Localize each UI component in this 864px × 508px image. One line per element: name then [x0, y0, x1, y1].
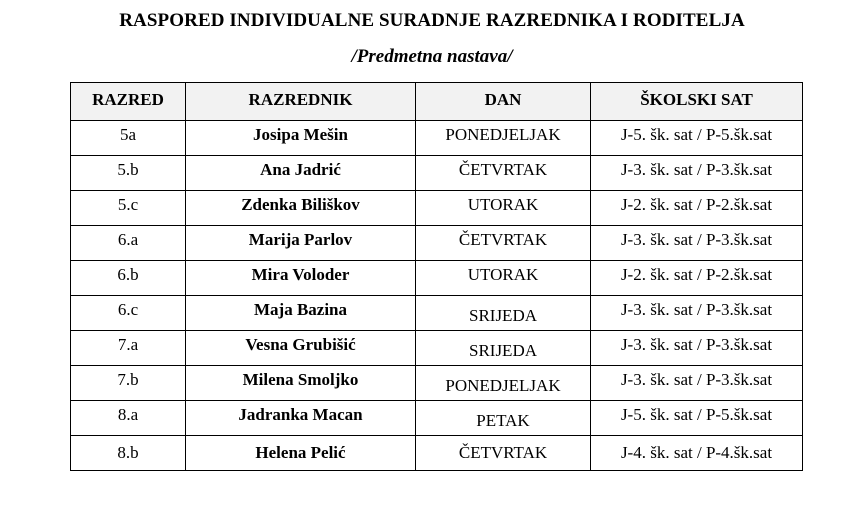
teacher-cell [186, 191, 416, 226]
teacher-text: Ana Jadrić [260, 160, 341, 179]
hour-text: J-3. šk. sat / P-3.šk.sat [620, 300, 773, 319]
teacher-text: Jadranka Macan [238, 405, 363, 424]
teacher-cell [186, 156, 416, 191]
table-row [71, 366, 803, 401]
teacher-text: Mira Voloder [251, 265, 350, 284]
class-text: 5.b [117, 160, 139, 179]
class-text: 6.b [117, 265, 139, 284]
hour-text: J-3. šk. sat / P-3.šk.sat [620, 335, 773, 354]
teacher-cell [186, 401, 416, 436]
class-cell [71, 436, 186, 471]
teacher-text: Marija Parlov [248, 230, 353, 249]
class-cell [71, 121, 186, 156]
day-cell [416, 366, 591, 401]
day-cell [416, 401, 591, 436]
class-text: 7.a [117, 335, 139, 354]
class-text: 8.b [117, 443, 139, 462]
teacher-cell [186, 121, 416, 156]
class-cell [71, 366, 186, 401]
hour-cell [591, 261, 803, 296]
teacher-text: Vesna Grubišić [245, 335, 356, 354]
document-title: RASPORED INDIVIDUALNE SURADNJE RAZREDNIKA I RODITELJA [119, 10, 745, 31]
class-cell [71, 296, 186, 331]
table-body [71, 121, 803, 471]
day-text: PONEDJELJAK [445, 125, 561, 144]
day-cell [416, 331, 591, 366]
table-row [71, 296, 803, 331]
hour-cell [591, 436, 803, 471]
day-text: ČETVRTAK [458, 230, 548, 249]
hour-text: J-2. šk. sat / P-2.šk.sat [620, 195, 773, 214]
class-cell [71, 156, 186, 191]
document-subtitle: /Predmetna nastava/ [351, 46, 513, 67]
day-cell [416, 191, 591, 226]
class-cell [71, 261, 186, 296]
header-cell-class: RAZRED [71, 83, 186, 121]
class-text: 7.b [117, 370, 139, 389]
table-row [71, 331, 803, 366]
header-cell-hour: ŠKOLSKI SAT [591, 83, 803, 121]
day-text: PETAK [476, 411, 530, 430]
hour-cell [591, 401, 803, 436]
teacher-text: Milena Smoljko [242, 370, 359, 389]
teacher-text: Helena Pelić [255, 443, 346, 462]
day-text: ČETVRTAK [458, 160, 548, 179]
hour-cell [591, 366, 803, 401]
hour-text: J-3. šk. sat / P-3.šk.sat [620, 160, 773, 179]
table-row [71, 191, 803, 226]
table-row [71, 226, 803, 261]
hour-text: J-4. šk. sat / P-4.šk.sat [620, 443, 773, 462]
teacher-text: Zdenka Biliškov [241, 195, 360, 214]
day-text: UTORAK [467, 265, 539, 284]
day-cell [416, 296, 591, 331]
table-row [71, 261, 803, 296]
table-row [71, 156, 803, 191]
day-cell [416, 436, 591, 471]
day-text: ČETVRTAK [458, 443, 548, 462]
class-cell [71, 226, 186, 261]
teacher-cell [186, 436, 416, 471]
day-text: UTORAK [467, 195, 539, 214]
header-cell-teacher: RAZREDNIK [186, 83, 416, 121]
teacher-cell [186, 261, 416, 296]
hour-text: J-3. šk. sat / P-3.šk.sat [620, 230, 773, 249]
teacher-cell [186, 366, 416, 401]
class-text: 6.a [117, 230, 139, 249]
class-text: 6.c [117, 300, 139, 319]
teacher-cell [186, 331, 416, 366]
teacher-text: Josipa Mešin [253, 125, 348, 144]
header-row [71, 83, 803, 121]
hour-cell [591, 121, 803, 156]
teacher-cell [186, 296, 416, 331]
class-text: 5a [119, 125, 137, 144]
table-header [71, 83, 803, 121]
table-row [71, 401, 803, 436]
hour-text: J-5. šk. sat / P-5.šk.sat [620, 405, 773, 424]
hour-cell [591, 191, 803, 226]
schedule-table [70, 82, 803, 471]
hour-text: J-2. šk. sat / P-2.šk.sat [620, 265, 773, 284]
hour-cell [591, 226, 803, 261]
day-text: PONEDJELJAK [445, 376, 561, 395]
class-text: 5.c [117, 195, 139, 214]
header-cell-day: DAN [416, 83, 591, 121]
day-cell [416, 156, 591, 191]
hour-cell [591, 331, 803, 366]
hour-text: J-3. šk. sat / P-3.šk.sat [620, 370, 773, 389]
hour-cell [591, 156, 803, 191]
day-text: SRIJEDA [468, 306, 537, 325]
teacher-cell [186, 226, 416, 261]
day-cell [416, 226, 591, 261]
day-cell [416, 261, 591, 296]
day-cell [416, 121, 591, 156]
class-cell [71, 401, 186, 436]
class-text: 8.a [117, 405, 139, 424]
hour-text: J-5. šk. sat / P-5.šk.sat [620, 125, 773, 144]
class-cell [71, 331, 186, 366]
day-text: SRIJEDA [468, 341, 537, 360]
class-cell [71, 191, 186, 226]
hour-cell [591, 296, 803, 331]
teacher-text: Maja Bazina [253, 300, 348, 319]
table-row [71, 436, 803, 471]
table-row [71, 121, 803, 156]
